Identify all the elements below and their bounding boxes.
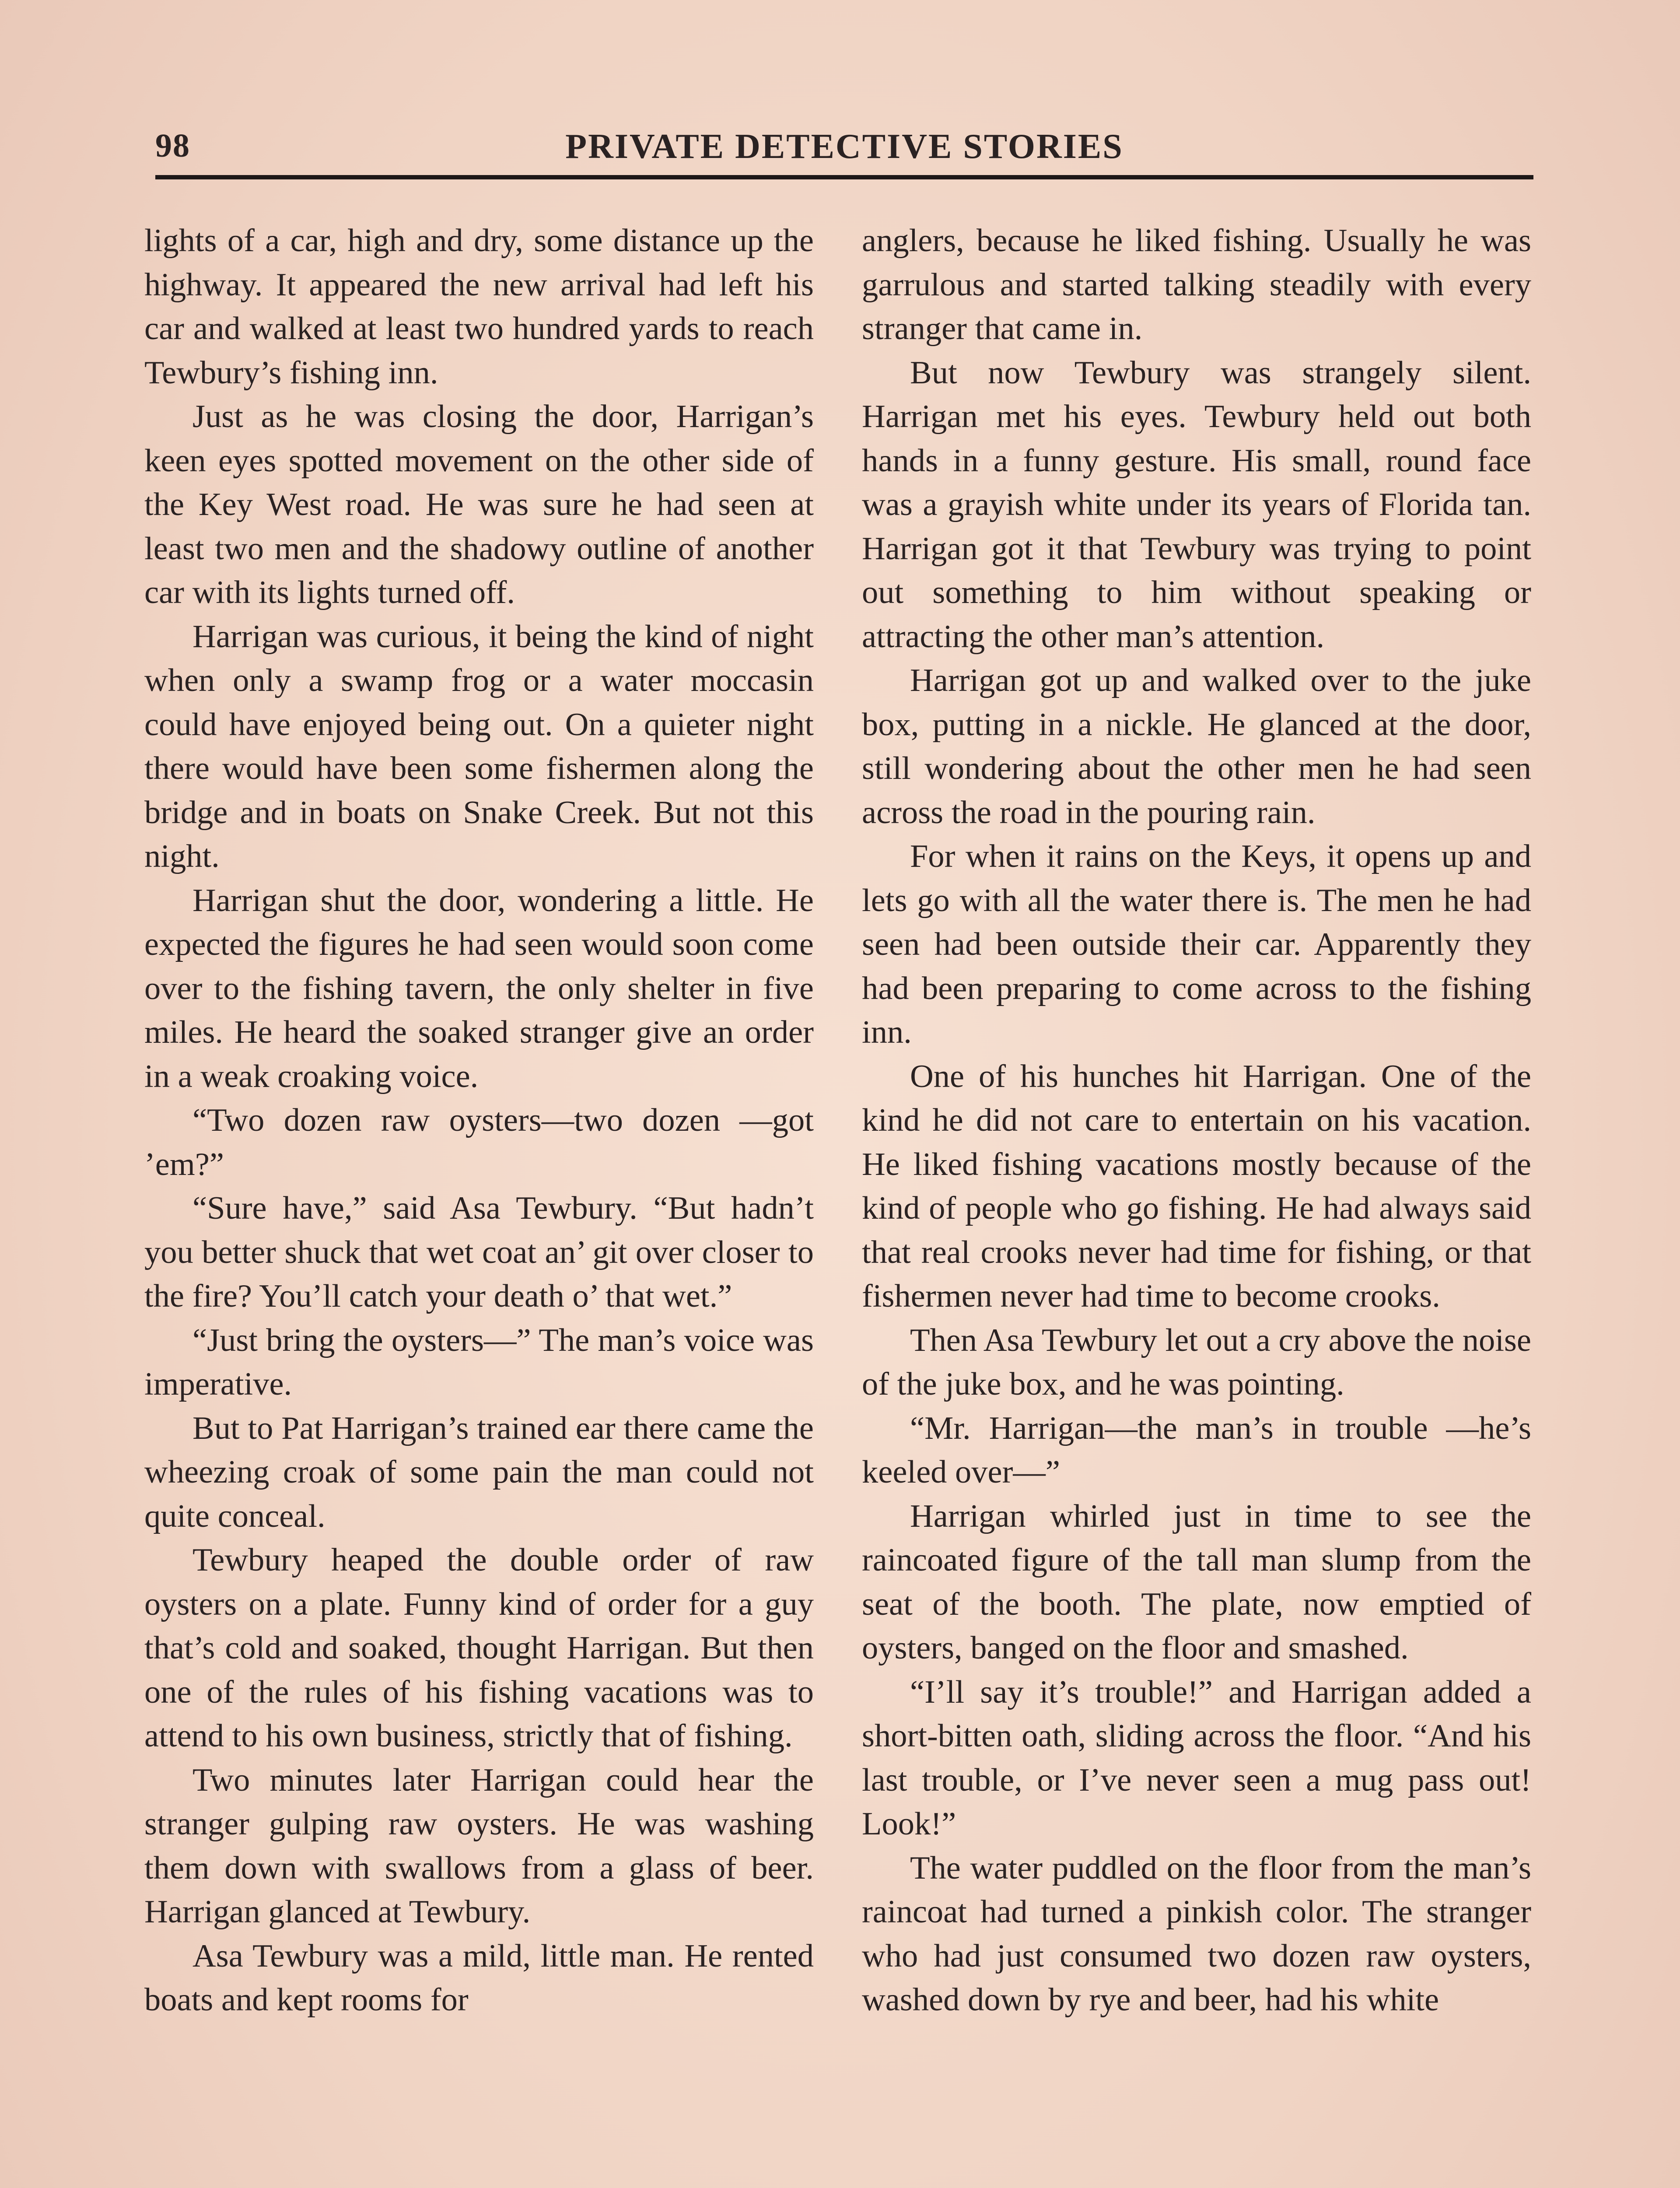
paragraph: “Just bring the oysters—” The man’s voice was imperative.	[144, 1322, 814, 1402]
left-column	[144, 219, 814, 2022]
header-rule	[155, 175, 1533, 179]
paragraph: The water puddled on the floor from the man’s raincoat had turned a pinkish color. The stranger who had just consumed two dozen raw oysters, washed down by rye and beer, had his white	[862, 1850, 1531, 2018]
paragraph: Two minutes later Harrigan could hear the stranger gulping raw oysters. He was washing them down with swallows from a glass of beer. Harrigan glanced at Tewbury.	[144, 1762, 814, 1930]
paragraph: Then Asa Tewbury let out a cry above the noise of the juke box, and he was pointing.	[862, 1322, 1531, 1402]
paragraph: Asa Tewbury was a mild, little man. He rented boats and kept rooms for	[144, 1938, 814, 2018]
paragraph: lights of a car, high and dry, some distance up the highway. It appeared the new arrival had left his car and walked at least two hundred yards to reach Tewbury’s fishing inn.	[144, 223, 814, 391]
page-number: 98	[155, 127, 190, 164]
paragraph: One of his hunches hit Harrigan. One of the kind he did not care to entertain on his vacation. He liked fishing vacations mostly because of the kind of people who go fishing. He had always said that real crooks never had time for fishing, or that fishermen never had time to become crooks.	[862, 1058, 1531, 1314]
paragraph: Just as he was closing the door, Harrigan’s keen eyes spotted movement on the other side of the Key West road. He was sure he had seen at least two men and the shadowy outline of another car with its lights turned off.	[144, 399, 814, 610]
paragraph: Tewbury heaped the double order of raw oysters on a plate. Funny kind of order for a guy that’s cold and soaked, thought Harrigan. But then one of the rules of his fishing vacations was to attend to his own business, strictly that of fishing.	[144, 1542, 814, 1754]
paragraph: Harrigan shut the door, wondering a little. He expected the figures he had seen would soon come over to the fishing tavern, the only shelter in five miles. He heard the soaked stranger give an order in a weak croaking voice.	[144, 882, 814, 1094]
paragraph: Harrigan was curious, it being the kind of night when only a swamp frog or a water moccasin could have enjoyed being out. On a quieter night there would have been some fishermen along the bridge and in boats on Snake Creek. But not this night.	[144, 618, 814, 874]
page-header	[155, 118, 1533, 175]
paragraph: “I’ll say it’s trouble!” and Harrigan added a short-bitten oath, sliding across the floor. “And his last trouble, or I’ve never seen a mug pass out! Look!”	[862, 1674, 1531, 1842]
right-column	[862, 219, 1531, 2022]
paragraph: For when it rains on the Keys, it opens up and lets go with all the water there is. The men he had seen had been outside their car. Apparently they had been preparing to come across to the fishing inn.	[862, 838, 1531, 1050]
paragraph: But to Pat Harrigan’s trained ear there came the wheezing croak of some pain the man could not quite conceal.	[144, 1410, 814, 1534]
running-head: PRIVATE DETECTIVE STORIES	[565, 127, 1124, 166]
paragraph: anglers, because he liked fishing. Usually he was garrulous and started talking steadily with every stranger that came in.	[862, 223, 1531, 347]
paragraph: Harrigan got up and walked over to the juke box, putting in a nickle. He glanced at the door, still wondering about the other men he had seen across the road in the pouring rain.	[862, 663, 1531, 831]
paragraph: “Sure have,” said Asa Tewbury. “But hadn’t you better shuck that wet coat an’ git over closer to the fire? You’ll catch your death o’ that wet.”	[144, 1190, 814, 1314]
paragraph: But now Tewbury was strangely silent. Harrigan met his eyes. Tewbury held out both hands in a funny gesture. His small, round face was a grayish white under its years of Florida tan. Harrigan got it that Tewbury was trying to point out something to him without speaking or attracting the other man’s attention.	[862, 354, 1531, 655]
paragraph: “Mr. Harrigan—the man’s in trouble —he’s keeled over—”	[862, 1410, 1531, 1490]
paragraph: “Two dozen raw oysters—two dozen —got ’em?”	[144, 1102, 814, 1182]
paragraph: Harrigan whirled just in time to see the raincoated figure of the tall man slump from the seat of the booth. The plate, now emptied of oysters, banged on the floor and smashed.	[862, 1498, 1531, 1666]
